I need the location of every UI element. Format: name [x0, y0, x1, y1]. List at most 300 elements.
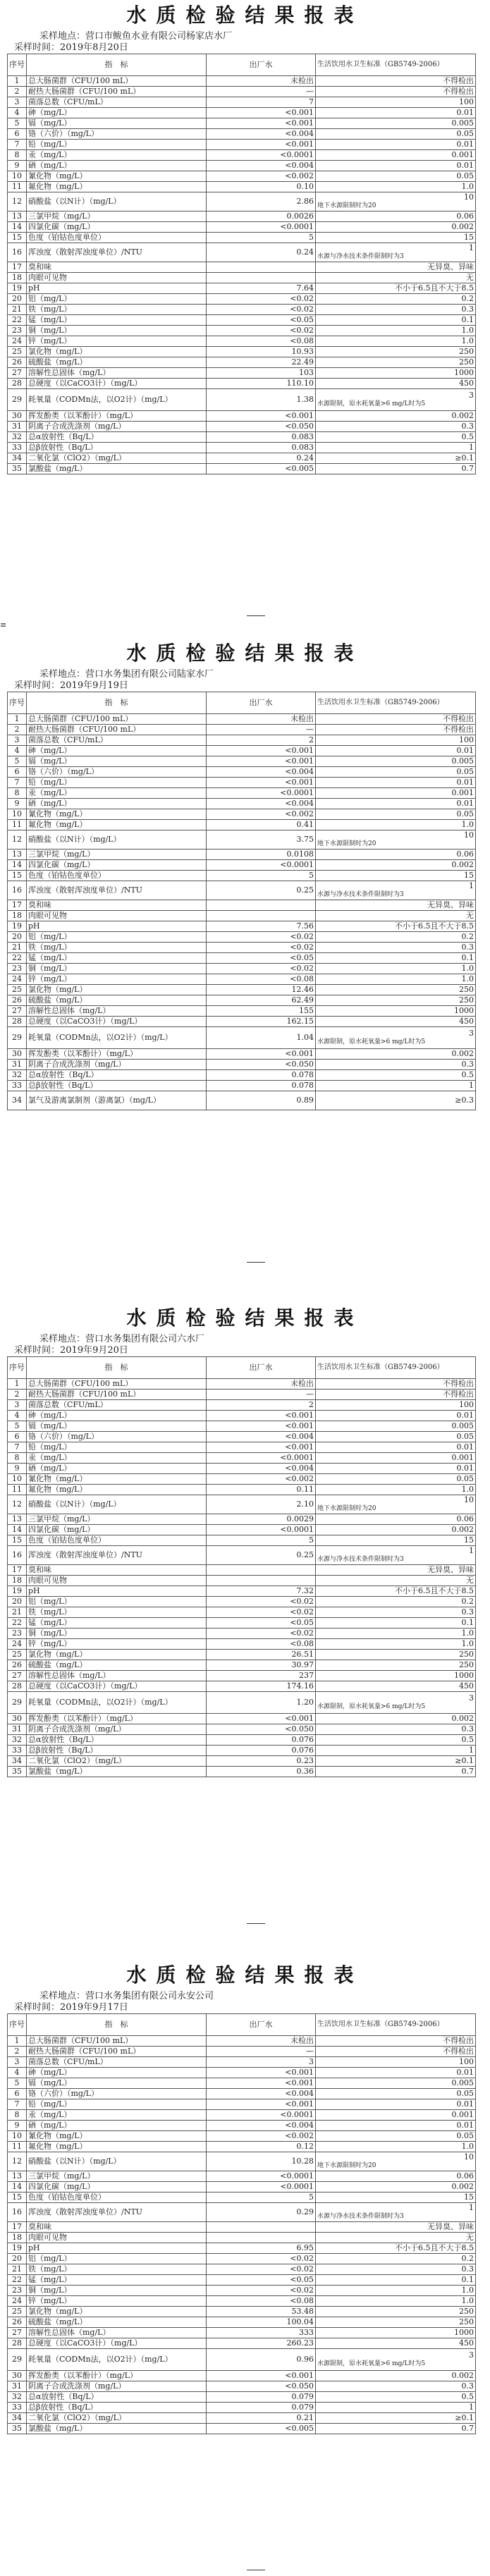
row-indicator: 氰化物（mg/L） — [27, 1474, 207, 1485]
row-indicator: 硫酸盐（mg/L） — [27, 2317, 207, 2328]
standard-note: 地下水源限制时为20 — [317, 1505, 376, 1512]
row-indicator: 氰化物（mg/L） — [27, 171, 207, 182]
row-standard: 无异臭、异味 — [316, 1565, 476, 1576]
row-index: 13 — [8, 1514, 27, 1525]
table-row — [8, 1017, 476, 1027]
row-standard: 0.3 — [316, 2264, 476, 2275]
table-row — [8, 1379, 476, 1390]
row-result: 7.64 — [207, 283, 316, 294]
row-indicator: 锌（mg/L） — [27, 1639, 207, 1650]
row-indicator: 色度（铂钴色度单位） — [27, 1535, 207, 1546]
row-standard — [316, 2203, 476, 2222]
row-indicator: 氯化物（mg/L） — [27, 985, 207, 995]
sampling-date: 采样时间：2019年9月17日 — [14, 2002, 128, 2013]
row-result: <0.0001 — [207, 150, 316, 161]
row-standard: 0.001 — [316, 2110, 476, 2121]
row-index: 26 — [8, 2317, 27, 2328]
row-standard — [316, 1692, 476, 1714]
row-index: 12 — [8, 1495, 27, 1514]
row-result: <0.02 — [207, 2264, 316, 2275]
row-result: 未检出 — [207, 1379, 316, 1390]
row-standard: 100 — [316, 97, 476, 108]
row-result: <0.0001 — [207, 860, 316, 871]
row-indicator: 铬（六价）（mg/L） — [27, 129, 207, 140]
table-row — [8, 411, 476, 422]
row-index: 7 — [8, 778, 27, 788]
standard-note: 地下水源限制时为20 — [317, 840, 376, 847]
row-standard: 1.0 — [316, 1485, 476, 1495]
table-row — [8, 140, 476, 150]
row-index: 22 — [8, 1618, 27, 1629]
row-indicator: 阴离子合成洗涤剂（mg/L） — [27, 2381, 207, 2392]
row-indicator: 耗氧量（CODMn法，以O2计）（mg/L） — [27, 1027, 207, 1049]
row-indicator: 氟化物（mg/L） — [27, 2142, 207, 2152]
row-result: <0.001 — [207, 756, 316, 767]
standard-value: 1 — [469, 243, 474, 252]
row-index: 35 — [8, 2424, 27, 2434]
row-standard: 0.05 — [316, 2089, 476, 2099]
row-indicator: 硫酸盐（mg/L） — [27, 357, 207, 368]
table-row — [8, 1060, 476, 1070]
standard-note: 水源与净水技术条件限制时为3 — [317, 2213, 404, 2220]
row-indicator: 二氧化氯（ClO2）（mg/L） — [27, 1756, 207, 1767]
row-indicator: 铝（mg/L） — [27, 2254, 207, 2264]
row-standard: 0.1 — [316, 1618, 476, 1629]
row-index: 30 — [8, 1049, 27, 1060]
table-row — [8, 118, 476, 129]
row-indicator: 铅（mg/L） — [27, 140, 207, 150]
table-row — [8, 347, 476, 357]
row-index: 20 — [8, 932, 27, 943]
header-index: 序号 — [8, 692, 27, 714]
table-row — [8, 453, 476, 464]
row-index: 17 — [8, 900, 27, 911]
table-row — [8, 2233, 476, 2243]
row-standard: 0.5 — [316, 1070, 476, 1081]
row-standard: 不得检出 — [316, 87, 476, 97]
row-standard: 0.001 — [316, 788, 476, 799]
row-standard: 1.0 — [316, 964, 476, 974]
row-standard — [316, 1027, 476, 1049]
table-row — [8, 1629, 476, 1639]
row-result: <0.001 — [207, 140, 316, 150]
row-index: 23 — [8, 1629, 27, 1639]
row-indicator: 氰化物（mg/L） — [27, 809, 207, 820]
row-standard: 0.05 — [316, 2131, 476, 2142]
row-result: 0.11 — [207, 1485, 316, 1495]
row-index: 29 — [8, 2349, 27, 2371]
row-standard: 0.06 — [316, 850, 476, 860]
row-index: 11 — [8, 820, 27, 830]
row-standard: 0.05 — [316, 1432, 476, 1442]
table-row — [8, 921, 476, 932]
header-standard: 生活饮用水卫生标准（GB5749-2006） — [316, 692, 476, 714]
row-result: <0.001 — [207, 1049, 316, 1060]
row-indicator: 挥发酚类（以苯酚计）（mg/L） — [27, 411, 207, 422]
table-row — [8, 161, 476, 171]
table-row — [8, 2047, 476, 2057]
row-result — [207, 273, 316, 283]
row-result: 3.75 — [207, 830, 316, 850]
row-result: <0.0001 — [207, 2182, 316, 2192]
row-result: 10.28 — [207, 2152, 316, 2171]
table-row — [8, 788, 476, 799]
row-indicator: 耐热大肠菌群（CFU/100 mL） — [27, 725, 207, 735]
table-row — [8, 432, 476, 443]
row-indicator: 氯酸盐（mg/L） — [27, 2424, 207, 2434]
row-standard — [316, 243, 476, 262]
row-indicator: 三氯甲烷（mg/L） — [27, 211, 207, 222]
row-standard: 450 — [316, 1681, 476, 1692]
row-indicator: 总β放射性（Bq/L） — [27, 1081, 207, 1091]
page-divider — [247, 1923, 265, 1924]
row-standard: 0.3 — [316, 1607, 476, 1618]
row-standard: 0.01 — [316, 2121, 476, 2131]
row-index: 17 — [8, 262, 27, 273]
table-row — [8, 1432, 476, 1442]
report-meta — [0, 31, 490, 54]
row-index: 16 — [8, 2203, 27, 2222]
header-indicator: 指 标 — [27, 1357, 207, 1379]
row-result: <0.002 — [207, 171, 316, 182]
row-index: 22 — [8, 953, 27, 964]
row-result: 0.24 — [207, 243, 316, 262]
row-result: <0.02 — [207, 943, 316, 953]
table-row — [8, 2317, 476, 2328]
row-indicator: pH — [27, 2243, 207, 2254]
row-result: 2 — [207, 1400, 316, 1411]
row-indicator: 硫酸盐（mg/L） — [27, 1660, 207, 1671]
row-index: 33 — [8, 1746, 27, 1756]
row-result: <0.002 — [207, 2131, 316, 2142]
row-indicator: 总硬度（以CaCO3计）（mg/L） — [27, 2338, 207, 2349]
row-standard: 0.7 — [316, 1767, 476, 1777]
row-index: 29 — [8, 1692, 27, 1714]
row-indicator: 砷（mg/L） — [27, 746, 207, 756]
row-index: 15 — [8, 871, 27, 881]
row-result: 0.89 — [207, 1091, 316, 1110]
table-row — [8, 1474, 476, 1485]
table-row — [8, 1535, 476, 1546]
row-standard: 0.3 — [316, 305, 476, 315]
table-header-row — [8, 54, 476, 76]
row-result: <0.02 — [207, 932, 316, 943]
table-row — [8, 1525, 476, 1535]
header-finished-water: 出厂水 — [207, 2014, 316, 2036]
row-result: 0.0026 — [207, 211, 316, 222]
row-result: 110.10 — [207, 379, 316, 389]
row-standard: 不小于6.5且不大于8.5 — [316, 1586, 476, 1597]
table-row — [8, 389, 476, 411]
row-index: 8 — [8, 1453, 27, 1464]
row-index: 35 — [8, 464, 27, 474]
row-result — [207, 2233, 316, 2243]
row-indicator: 锌（mg/L） — [27, 2296, 207, 2307]
row-result: 0.083 — [207, 432, 316, 443]
row-result: — — [207, 87, 316, 97]
row-index: 25 — [8, 985, 27, 995]
row-result: <0.050 — [207, 2381, 316, 2392]
report-meta — [0, 1334, 490, 1356]
row-indicator: 浑浊度（散射浑浊度单位）/NTU — [27, 2203, 207, 2222]
table-row — [8, 2307, 476, 2317]
row-index: 16 — [8, 881, 27, 900]
row-standard: 0.06 — [316, 211, 476, 222]
row-indicator: 硝酸盐（以N计）（mg/L） — [27, 830, 207, 850]
row-index: 2 — [8, 87, 27, 97]
row-result: <0.02 — [207, 305, 316, 315]
row-standard: 无异臭、异味 — [316, 262, 476, 273]
row-indicator: 汞（mg/L） — [27, 1453, 207, 1464]
row-result: <0.005 — [207, 2424, 316, 2434]
header-standard: 生活饮用水卫生标准（GB5749-2006） — [316, 2014, 476, 2036]
row-indicator: 铝（mg/L） — [27, 1597, 207, 1607]
results-table — [7, 692, 476, 1110]
row-result: 100.04 — [207, 2317, 316, 2328]
row-result: 0.12 — [207, 2142, 316, 2152]
row-indicator: 总α放射性（Bq/L） — [27, 432, 207, 443]
row-indicator: 挥发酚类（以苯酚计）（mg/L） — [27, 2371, 207, 2381]
table-header-row — [8, 692, 476, 714]
table-row — [8, 2099, 476, 2110]
row-result: <0.001 — [207, 746, 316, 756]
report-1 — [0, 0, 490, 474]
row-indicator: 镉（mg/L） — [27, 2078, 207, 2089]
row-result — [207, 1565, 316, 1576]
row-indicator: 菌落总数（CFU/mL） — [27, 1400, 207, 1411]
row-standard: 0.01 — [316, 108, 476, 118]
sampling-site: 采样地点：营口水务集团有限公司永安公司 — [39, 1991, 214, 2001]
table-row — [8, 1495, 476, 1514]
row-index: 16 — [8, 1546, 27, 1565]
row-indicator: 菌落总数（CFU/mL） — [27, 97, 207, 108]
table-row — [8, 171, 476, 182]
row-standard: 1.0 — [316, 820, 476, 830]
row-indicator: 镉（mg/L） — [27, 1421, 207, 1432]
row-index: 10 — [8, 171, 27, 182]
row-standard: 0.7 — [316, 464, 476, 474]
row-standard: 0.05 — [316, 809, 476, 820]
row-standard: 不得检出 — [316, 714, 476, 725]
row-result: 2.86 — [207, 192, 316, 211]
row-index: 12 — [8, 192, 27, 211]
row-indicator: 溶解性总固体（mg/L） — [27, 368, 207, 379]
row-result: 174.16 — [207, 1681, 316, 1692]
standard-value: 10 — [464, 830, 474, 840]
row-standard: 1.0 — [316, 326, 476, 336]
standard-value: 3 — [469, 1029, 474, 1038]
row-standard: 0.06 — [316, 2171, 476, 2182]
row-result: <0.004 — [207, 1432, 316, 1442]
row-standard: 100 — [316, 1400, 476, 1411]
row-index: 26 — [8, 995, 27, 1006]
row-standard: 不得检出 — [316, 76, 476, 87]
row-index: 10 — [8, 2131, 27, 2142]
row-result: <0.001 — [207, 2068, 316, 2078]
row-result: <0.001 — [207, 2078, 316, 2089]
table-row — [8, 1660, 476, 1671]
row-standard: 0.002 — [316, 1714, 476, 1724]
table-row — [8, 2078, 476, 2089]
report-meta — [0, 1991, 490, 2013]
row-indicator: 臭和味 — [27, 2222, 207, 2233]
row-result: — — [207, 2047, 316, 2057]
table-row — [8, 326, 476, 336]
row-result: <0.08 — [207, 2296, 316, 2307]
row-standard: 450 — [316, 1017, 476, 1027]
row-result: <0.02 — [207, 326, 316, 336]
row-index: 24 — [8, 336, 27, 347]
table-row — [8, 1070, 476, 1081]
row-indicator: 溶解性总固体（mg/L） — [27, 1671, 207, 1681]
table-row — [8, 2182, 476, 2192]
row-result: <0.002 — [207, 809, 316, 820]
table-row — [8, 871, 476, 881]
row-result: 0.083 — [207, 443, 316, 453]
row-index: 15 — [8, 2192, 27, 2203]
row-standard: 1.0 — [316, 2296, 476, 2307]
row-standard: 0.3 — [316, 422, 476, 432]
row-index: 10 — [8, 809, 27, 820]
row-standard: 0.05 — [316, 129, 476, 140]
row-standard: 450 — [316, 2338, 476, 2349]
row-standard: 无 — [316, 273, 476, 283]
table-row — [8, 305, 476, 315]
row-index: 18 — [8, 273, 27, 283]
row-index: 20 — [8, 1597, 27, 1607]
row-indicator: 总β放射性（Bq/L） — [27, 443, 207, 453]
results-table — [7, 2013, 476, 2434]
row-result: <0.05 — [207, 1618, 316, 1629]
row-result: 0.25 — [207, 881, 316, 900]
table-row — [8, 985, 476, 995]
row-result: <0.02 — [207, 2286, 316, 2296]
row-index: 9 — [8, 2121, 27, 2131]
row-result: 3 — [207, 2057, 316, 2068]
row-result: <0.001 — [207, 118, 316, 129]
page-divider — [247, 615, 265, 616]
row-result: 62.49 — [207, 995, 316, 1006]
row-standard: 0.3 — [316, 1724, 476, 1735]
table-row — [8, 1735, 476, 1746]
row-indicator: 砷（mg/L） — [27, 2068, 207, 2078]
row-indicator: 氯化物（mg/L） — [27, 1650, 207, 1660]
sampling-date: 采样时间：2019年8月20日 — [14, 42, 128, 53]
table-row — [8, 2131, 476, 2142]
row-indicator: 硝酸盐（以N计）（mg/L） — [27, 1495, 207, 1514]
row-indicator: 铝（mg/L） — [27, 294, 207, 305]
report-2 — [0, 638, 490, 1110]
row-index: 19 — [8, 921, 27, 932]
row-index: 2 — [8, 1390, 27, 1400]
row-index: 9 — [8, 161, 27, 171]
row-standard: 0.3 — [316, 943, 476, 953]
table-row — [8, 1671, 476, 1681]
row-result: <0.02 — [207, 1629, 316, 1639]
row-indicator: 二氧化氯（ClO2）（mg/L） — [27, 2413, 207, 2424]
row-standard: 0.005 — [316, 118, 476, 129]
row-index: 33 — [8, 1081, 27, 1091]
row-standard: 0.01 — [316, 1411, 476, 1421]
row-result: 5 — [207, 871, 316, 881]
row-index: 8 — [8, 150, 27, 161]
row-result: 155 — [207, 1006, 316, 1017]
row-standard: 无异臭、异味 — [316, 900, 476, 911]
row-result: 0.0108 — [207, 850, 316, 860]
row-index: 34 — [8, 453, 27, 464]
table-row — [8, 2296, 476, 2307]
row-standard: 1.0 — [316, 182, 476, 192]
report-3 — [0, 1303, 490, 1777]
row-result: 5 — [207, 2192, 316, 2203]
row-index: 4 — [8, 1411, 27, 1421]
row-index: 22 — [8, 315, 27, 326]
row-standard — [316, 830, 476, 850]
table-row — [8, 273, 476, 283]
row-standard: 0.01 — [316, 799, 476, 809]
row-index: 32 — [8, 1070, 27, 1081]
row-standard: 0.1 — [316, 2275, 476, 2286]
row-index: 21 — [8, 1607, 27, 1618]
row-index: 34 — [8, 1756, 27, 1767]
table-header-row — [8, 1357, 476, 1379]
row-index: 27 — [8, 1671, 27, 1681]
row-indicator: 阴离子合成洗涤剂（mg/L） — [27, 1060, 207, 1070]
standard-note: 地下水源限制时为20 — [317, 2162, 376, 2169]
row-indicator: 铜（mg/L） — [27, 2286, 207, 2296]
row-indicator: 铅（mg/L） — [27, 778, 207, 788]
row-standard: 15 — [316, 1535, 476, 1546]
table-row — [8, 150, 476, 161]
row-standard: 0.005 — [316, 1421, 476, 1432]
row-indicator: 氰化物（mg/L） — [27, 2131, 207, 2142]
row-index: 34 — [8, 2413, 27, 2424]
table-row — [8, 422, 476, 432]
row-indicator: 二氧化氯（ClO2）（mg/L） — [27, 453, 207, 464]
row-standard: 不小于6.5且不大于8.5 — [316, 283, 476, 294]
row-indicator: 硒（mg/L） — [27, 2121, 207, 2131]
table-row — [8, 943, 476, 953]
row-indicator: 汞（mg/L） — [27, 2110, 207, 2121]
standard-note: 水源限制，原水耗氧量>6 mg/L时为5 — [317, 1703, 426, 1710]
row-standard: 0.2 — [316, 932, 476, 943]
row-index: 4 — [8, 746, 27, 756]
row-standard: 1.0 — [316, 336, 476, 347]
row-index: 3 — [8, 1400, 27, 1411]
table-row — [8, 368, 476, 379]
row-indicator: 硒（mg/L） — [27, 799, 207, 809]
row-standard: 0.002 — [316, 1049, 476, 1060]
row-standard: 1 — [316, 443, 476, 453]
row-result: 7.56 — [207, 921, 316, 932]
row-standard: 1000 — [316, 368, 476, 379]
row-indicator: 菌落总数（CFU/mL） — [27, 735, 207, 746]
row-standard: 不得检出 — [316, 1379, 476, 1390]
row-index: 21 — [8, 2264, 27, 2275]
table-row — [8, 1576, 476, 1586]
report-meta — [0, 669, 490, 692]
row-standard: 0.3 — [316, 1060, 476, 1070]
row-indicator: 总硬度（以CaCO3计）（mg/L） — [27, 1017, 207, 1027]
row-standard: 0.1 — [316, 953, 476, 964]
row-index: 30 — [8, 411, 27, 422]
row-index: 4 — [8, 2068, 27, 2078]
row-indicator: 铝（mg/L） — [27, 932, 207, 943]
row-indicator: 总大肠菌群（CFU/100 mL） — [27, 714, 207, 725]
row-index: 20 — [8, 294, 27, 305]
row-indicator: 汞（mg/L） — [27, 788, 207, 799]
row-indicator: 硫酸盐（mg/L） — [27, 995, 207, 1006]
